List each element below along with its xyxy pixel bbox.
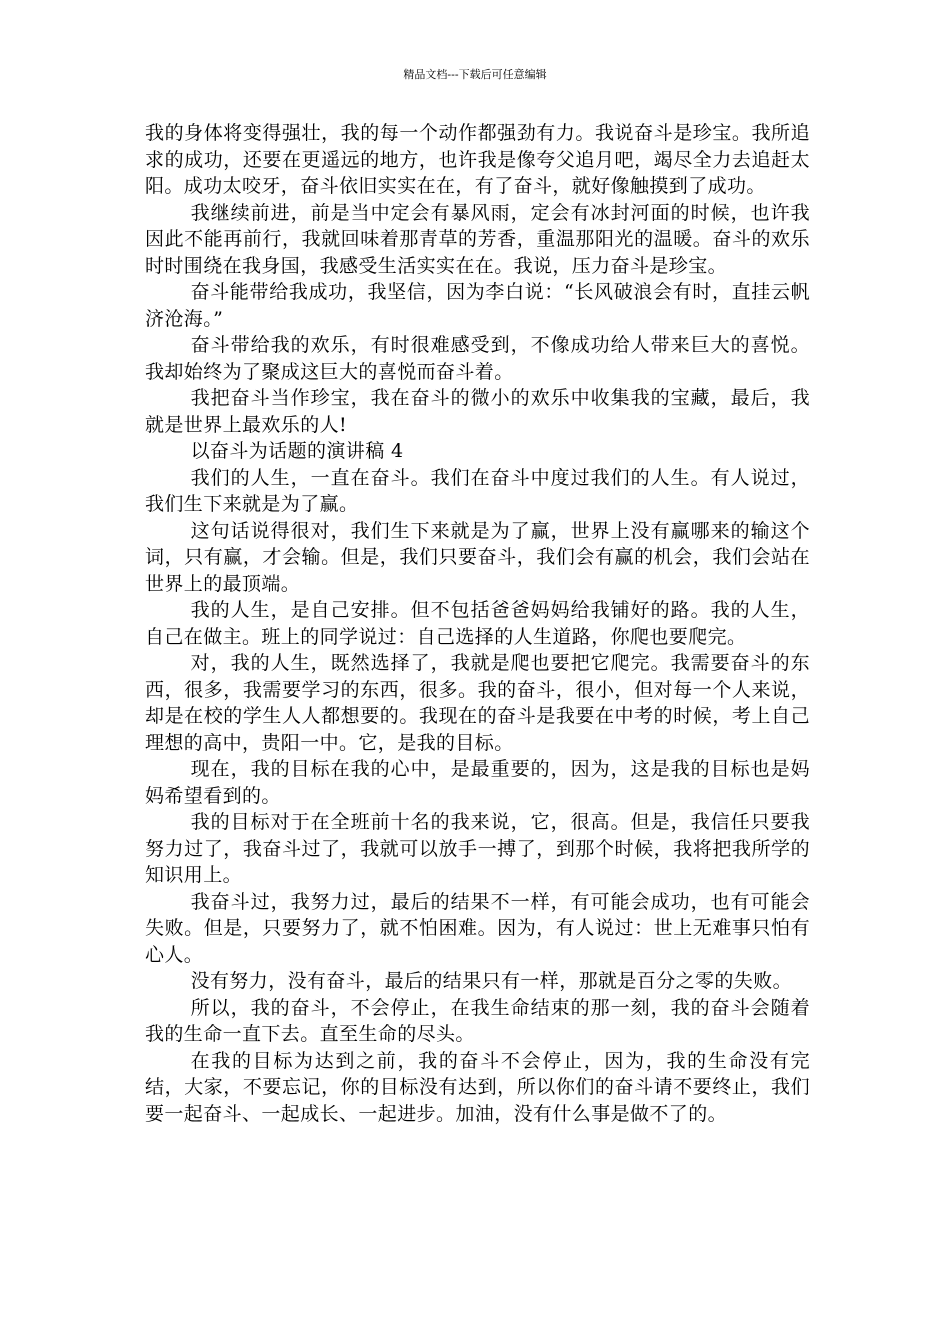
paragraph-3: 奋斗能带给我成功，我坚信，因为李白说：“长风破浪会有时，直挂云帆济沧海。” [145,281,810,330]
paragraph-4: 奋斗带给我的欢乐，有时很难感受到，不像成功给人带来巨大的喜悦。我却始终为了聚成这巨大的喜悦而奋斗着。 [145,334,810,383]
paragraph-5: 我把奋斗当作珍宝，我在奋斗的微小的欢乐中收集我的宝藏，最后，我就是世界上最欢乐的人! [145,387,810,436]
paragraph-1: 我的身体将变得强壮，我的每一个动作都强劲有力。我说奋斗是珍宝。我所追求的成功，还要在更遥远的地方，也许我是像夸父追月吧，竭尽全力去追赶太阳。成功太咬牙，奋斗依旧实实在在，有了奋斗，就好像触摸到了成功。 [145,122,810,197]
paragraph-9: 我的人生，是自己安排。但不包括爸爸妈妈给我铺好的路。我的人生，自己在做主。班上的同学说过：自己选择的人生道路，你爬也要爬完。 [145,599,810,648]
paragraph-12: 我的目标对于在全班前十名的我来说，它，很高。但是，我信任只要我努力过了，我奋斗过了，我就可以放手一搏了，到那个时候，我将把我所学的知识用上。 [145,811,810,886]
paragraph-15: 所以，我的奋斗，不会停止，在我生命结束的那一刻，我的奋斗会随着我的生命一直下去。直至生命的尽头。 [145,996,810,1045]
page-header: 精品文档---下载后可任意编辑 [403,68,547,81]
document-body [145,120,810,1127]
paragraph-11: 现在，我的目标在我的心中，是最重要的，因为，这是我的目标也是妈妈希望看到的。 [145,758,810,807]
paragraph-2: 我继续前进，前是当中定会有暴风雨，定会有冰封河面的时候，也许我因此不能再前行，我就回味着那青草的芳香，重温那阳光的温暖。奋斗的欢乐时时围绕在我身国，我感受生活实实在在。我说，压力奋斗是珍宝。 [145,201,810,277]
section-heading: 以奋斗为话题的演讲稿 4 [190,440,404,462]
paragraph-13: 我奋斗过，我努力过，最后的结果不一样，有可能会成功，也有可能会失败。但是，只要努力了，就不怕困难。因为，有人说过：世上无难事只怕有心人。 [145,890,810,966]
paragraph-8: 这句话说得很对，我们生下来就是为了赢，世界上没有赢哪来的输这个词，只有赢，才会输。但是，我们只要奋斗，我们会有赢的机会，我们会站在世界上的最顶端。 [145,519,810,595]
paragraph-10: 对，我的人生，既然选择了，我就是爬也要把它爬完。我需要奋斗的东西，很多，我需要学习的东西，很多。我的奋斗，很小，但对每一个人来说，却是在校的学生人人都想要的。我现在的奋斗是我要在中考的时候，考上自己理想的高中，贵阳一中。它，是我的目标。 [145,652,810,754]
paragraph-7: 我们的人生，一直在奋斗。我们在奋斗中度过我们的人生。有人说过，我们生下来就是为了赢。 [145,466,810,515]
paragraph-16: 在我的目标为达到之前，我的奋斗不会停止，因为，我的生命没有完结，大家，不要忘记，你的目标没有达到，所以你们的奋斗请不要终止，我们要一起奋斗、一起成长、一起进步。加油，没有什么事是做不了的。 [145,1049,810,1125]
paragraph-14: 没有努力，没有奋斗，最后的结果只有一样，那就是百分之零的失败。 [190,970,792,992]
